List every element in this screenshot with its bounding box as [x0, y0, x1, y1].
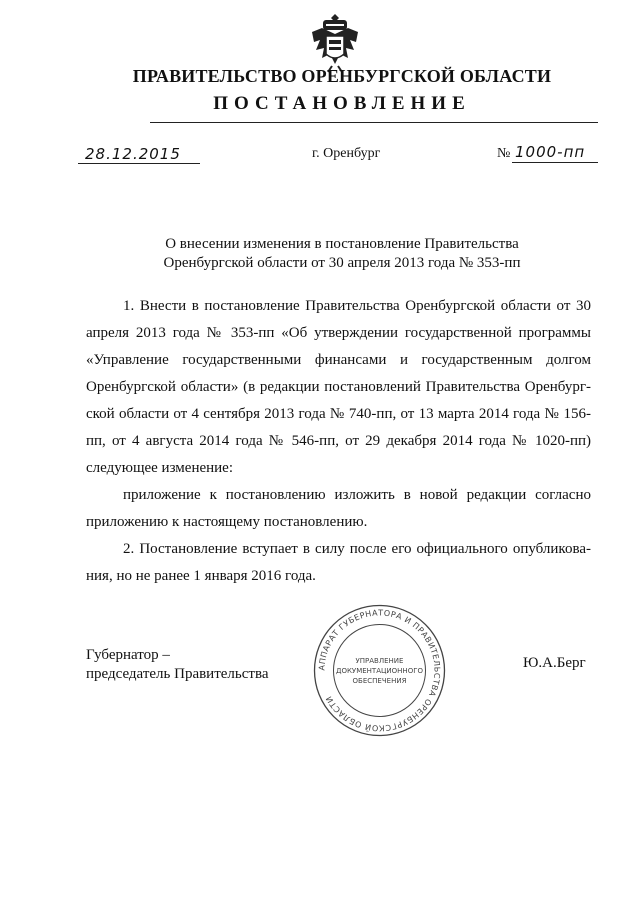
government-title: ПРАВИТЕЛЬСТВО ОРЕНБУРГСКОЙ ОБЛАСТИ: [132, 66, 552, 86]
stamp-ring-text: АППАРАТ ГУБЕРНАТОРА И ПРАВИТЕЛЬСТВА ОРЕНБУРГСКОЙ ОБЛАСТИ: [317, 608, 442, 733]
position-line: председатель Правительства: [86, 666, 269, 682]
city-label: г. Оренбург: [312, 146, 381, 161]
signatory-position: [86, 646, 269, 684]
document-date: 28.12.2015: [85, 145, 181, 163]
stamp-center-line: УПРАВЛЕНИЕ: [355, 657, 404, 665]
date-underline: [78, 163, 200, 164]
document-number: 1000-пп: [515, 143, 586, 161]
document-subject: [118, 235, 566, 273]
signer-name: Ю.А.Берг: [523, 655, 586, 671]
subject-line: Оренбургской области от 30 апреля 2013 года № 353-пп: [163, 255, 521, 271]
subject-line: О внесении изменения в постановление Правительства: [165, 236, 519, 252]
official-stamp: [312, 603, 447, 738]
body-paragraph: приложение к постановлению изложить в новой редакции согласно приложению к настоящему постановлению.: [86, 487, 591, 530]
header-divider: [150, 122, 598, 123]
coat-of-arms-icon: [306, 10, 364, 74]
body-paragraph: 2. Постановление вступает в силу после его официального опубликования, но не ранее 1 января 2016 года.: [86, 541, 591, 584]
stamp-center-line: ДОКУМЕНТАЦИОННОГО: [335, 667, 424, 675]
number-sign: №: [497, 146, 511, 161]
stamp-center-line: ОБЕСПЕЧЕНИЯ: [352, 677, 407, 685]
number-underline: [512, 162, 598, 163]
document-body: [86, 293, 591, 590]
document-type: ПОСТАНОВЛЕНИЕ: [213, 93, 471, 114]
position-line: Губернатор –: [86, 647, 170, 663]
body-paragraph: 1. Внести в постановление Правительства Оренбургской области от 30 апреля 2013 года № 353-пп «Об утверждении государственной программы «Управление государственными финансами и государственным долгом Оренбургской области» (в редакции постановлений Правительства Оренбургской области от 4 сентября 2013 года № 740-пп, от 13 марта 2014 года № 156-пп, от 4 августа 2014 года № 546-пп, от 29 декабря 2014 года № 1020-пп) следующее изменение:: [86, 298, 591, 476]
